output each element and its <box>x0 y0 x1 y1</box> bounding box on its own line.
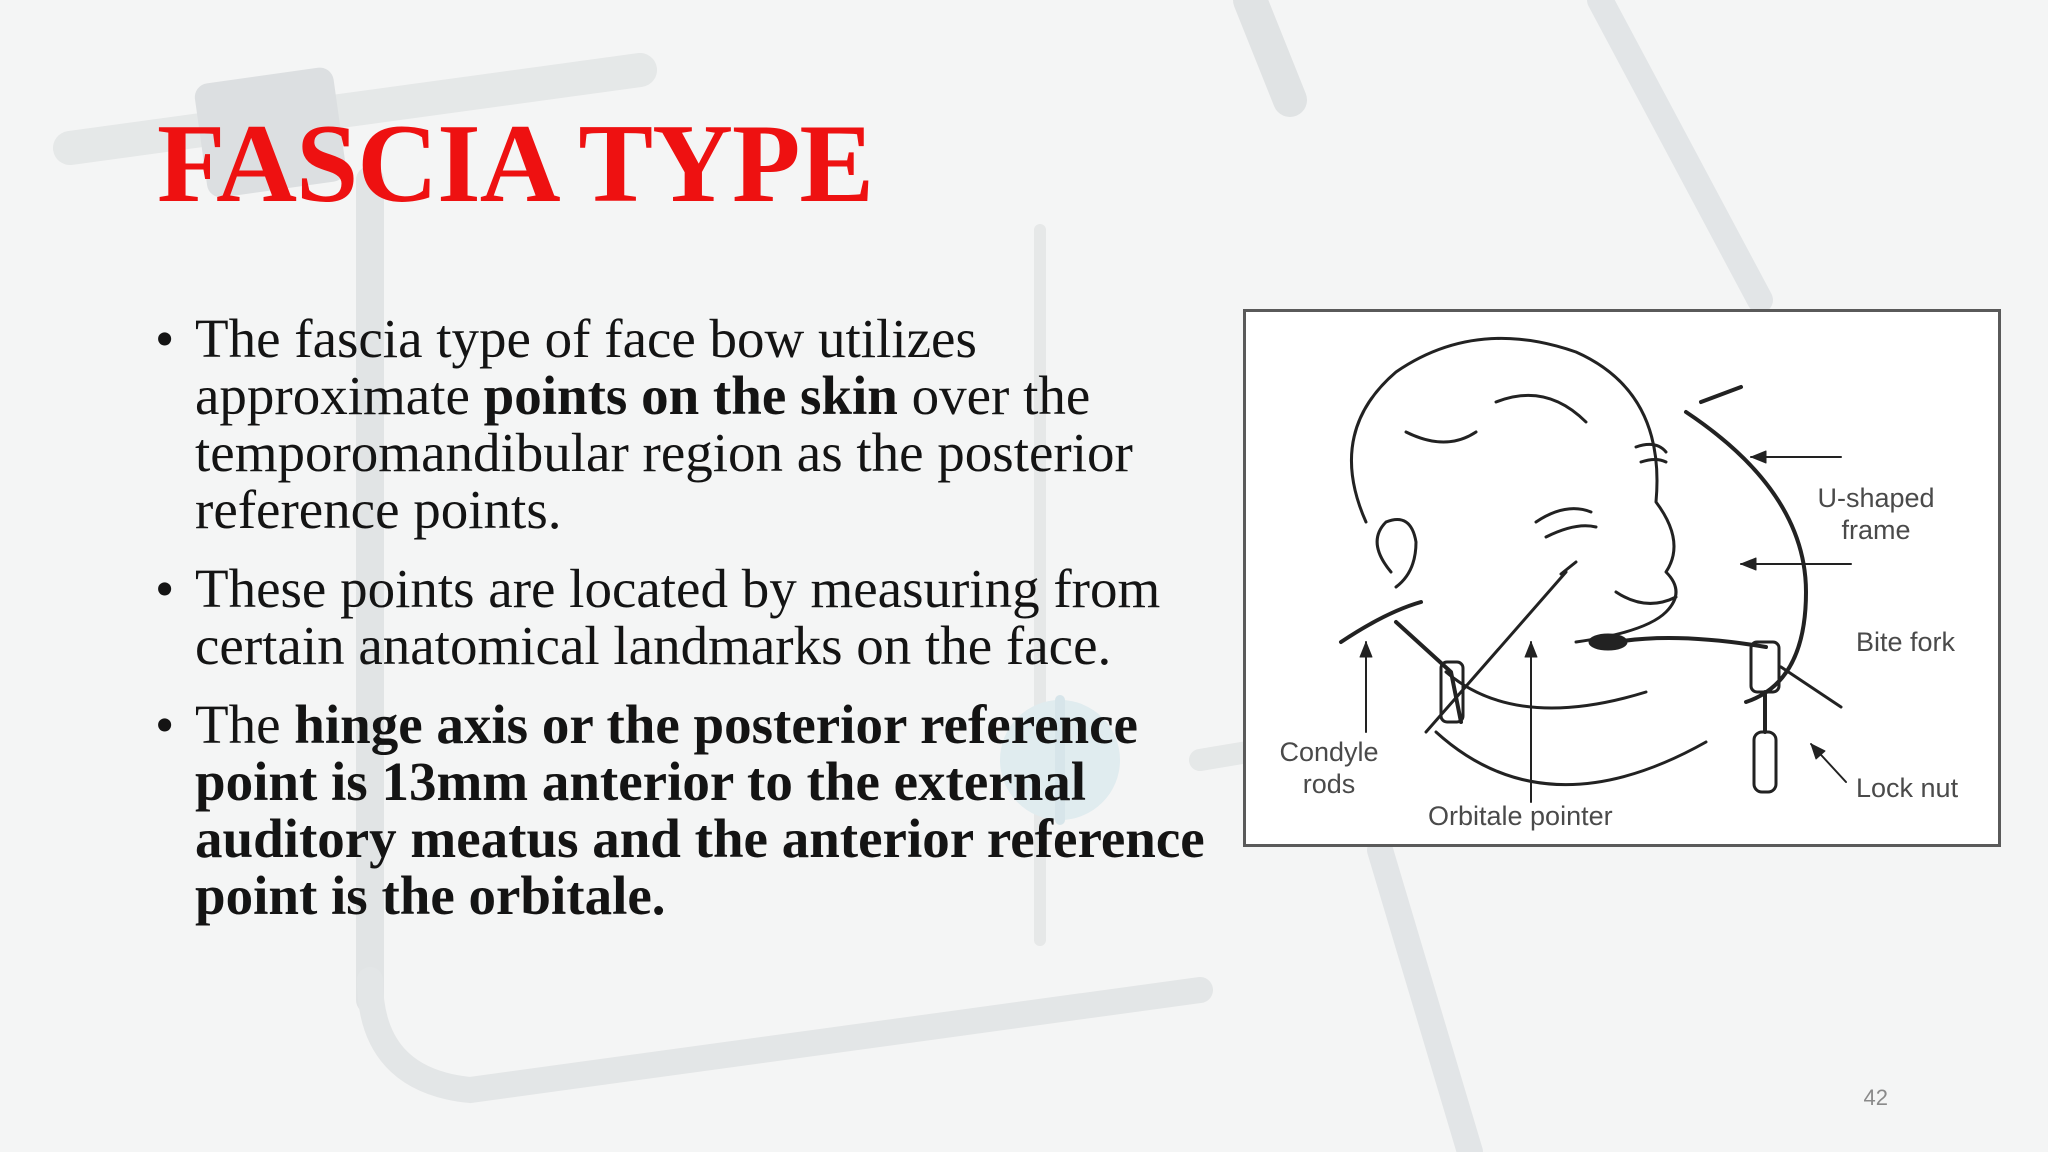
bullet-item <box>155 696 1235 924</box>
label-text: Orbitale pointer <box>1428 801 1613 831</box>
bullet-item <box>155 560 1235 674</box>
bullet-dot: • <box>155 308 175 369</box>
label-text: Lock nut <box>1856 773 1959 803</box>
head-outline <box>1351 338 1676 642</box>
bullet-text: over the temporomandibular region as the posterior reference points. <box>195 365 1133 540</box>
bullet-text: The <box>195 694 295 755</box>
page-number: 42 <box>1863 1085 1888 1110</box>
bullet-bold-text: hinge axis or the posterior reference point is 13mm anterior to the external auditory meatus and the anterior reference point is the orbitale. <box>195 694 1205 926</box>
bullet-text: These points are located by measuring from certain anatomical landmarks on the face. <box>195 558 1161 676</box>
label-text: U-shaped frame <box>1817 483 1935 545</box>
bullet-list <box>155 310 1235 946</box>
label-u-shaped-frame <box>1816 482 1936 546</box>
slide-title: FASCIA TYPE <box>157 102 874 226</box>
label-orbitale-pointer <box>1428 800 1613 832</box>
label-text: Bite fork <box>1856 627 1956 657</box>
bullet-dot: • <box>155 694 175 755</box>
label-text: Condyle rods <box>1279 737 1379 799</box>
label-condyle-rods <box>1274 736 1384 800</box>
bullet-item <box>155 310 1235 538</box>
facebow-diagram <box>1243 309 2001 847</box>
bullet-bold-text: points on the skin <box>483 365 898 426</box>
label-lock-nut <box>1856 772 1958 804</box>
bullet-text: The fascia type of face bow utilizes approximate <box>195 308 977 426</box>
bullet-dot: • <box>155 558 175 619</box>
label-bite-fork <box>1856 626 1955 658</box>
